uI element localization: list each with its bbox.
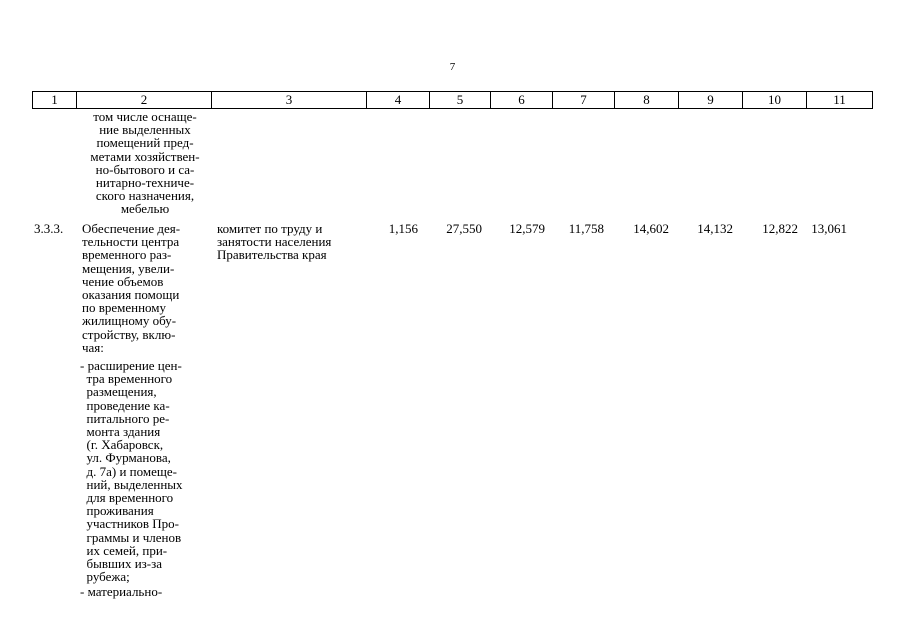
table-header-row — [32, 91, 873, 109]
value-col-7: 11,758 — [568, 221, 604, 236]
header-col-7: 7 — [553, 92, 615, 108]
header-col-6: 6 — [491, 92, 553, 108]
header-col-10: 10 — [743, 92, 807, 108]
continued-description: том числе оснаще- ние выделенных помещений пред- метами хозяйствен- но-бытового и са- нитарно-техниче- ского назначения, мебелью — [90, 109, 200, 217]
header-col-5: 5 — [430, 92, 491, 108]
value-col-5: 27,550 — [446, 221, 482, 236]
value-col-4: 1,156 — [388, 221, 418, 236]
value-col-8: 14,602 — [633, 221, 669, 236]
value-col-10: 12,822 — [762, 221, 798, 236]
header-col-2: 2 — [77, 92, 212, 108]
header-col-8: 8 — [615, 92, 679, 108]
header-col-3: 3 — [212, 92, 367, 108]
sub-item-material: - материально- — [80, 584, 163, 599]
row-executor: комитет по труду и занятости населения Правительства края — [217, 221, 332, 263]
value-col-6: 12,579 — [509, 221, 545, 236]
header-col-1: 1 — [33, 92, 77, 108]
value-col-9: 14,132 — [697, 221, 733, 236]
header-col-4: 4 — [367, 92, 430, 108]
page-number: 7 — [449, 61, 456, 73]
sub-item-expansion: - расширение цен- тра временного размещения, проведение ка- питального ре- монта здания (г. Хабаровск, ул. Фурманова, д. 7а) и помеще- ний, выделенных для временного проживания участников Про- граммы и членов их семей, при- бывших из-за рубежа; — [80, 358, 183, 585]
header-col-9: 9 — [679, 92, 743, 108]
value-col-11: 13,061 — [811, 221, 847, 236]
header-col-11: 11 — [833, 92, 846, 107]
row-description: Обеспечение дея- тельности центра временного раз- мещения, увели- чение объемов оказания помощи по временному жилищному обу- стройству, вклю- чая: — [82, 221, 181, 355]
row-number: 3.3.3. — [34, 221, 64, 236]
